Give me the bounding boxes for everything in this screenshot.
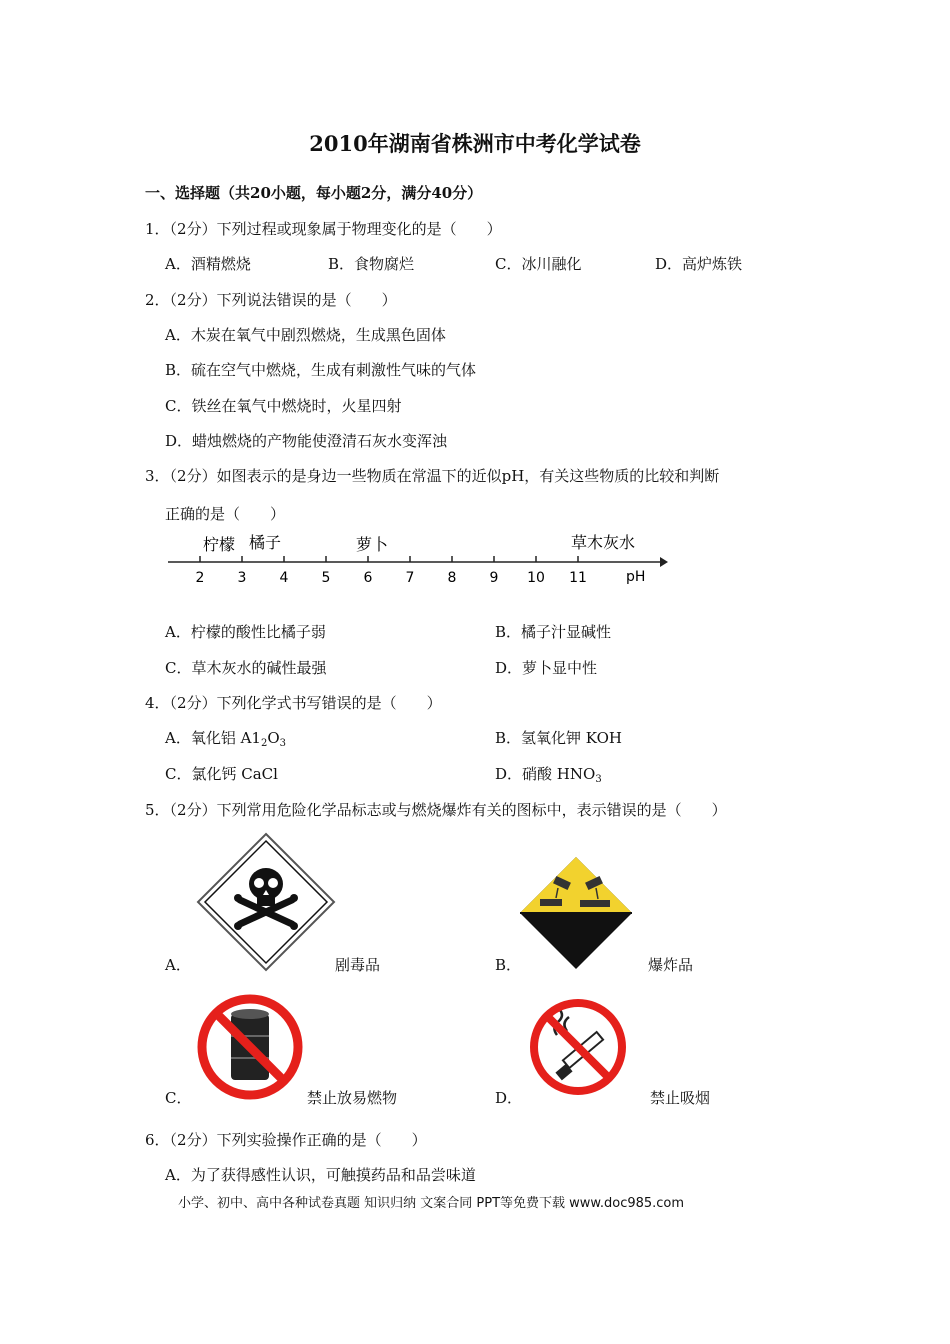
label-orange: 橘子 xyxy=(249,533,282,552)
corrosive-triangle-icon xyxy=(518,855,634,971)
q1-option-b: B．食物腐烂 xyxy=(328,255,415,273)
toxic-diamond-icon xyxy=(196,832,336,972)
ph-tick-label: 11 xyxy=(569,570,587,586)
ph-unit-label: pH xyxy=(626,569,646,585)
no-smoking-icon xyxy=(523,997,633,1097)
ph-tick-label: 9 xyxy=(489,570,499,586)
q2-option-d: D．蜡烛燃烧的产物能使澄清石灰水变浑浊 xyxy=(165,432,448,450)
footer-text: 小学、初中、高中各种试卷真题 知识归纳 文案合同 PPT等免费下载 www.doc985.com xyxy=(178,1196,685,1211)
q1-option-a: A．酒精燃烧 xyxy=(165,255,251,273)
q2-option-b: B．硫在空气中燃烧，生成有刺激性气味的气体 xyxy=(165,361,477,379)
label-radish: 萝卜 xyxy=(356,535,389,554)
q1-option-c: C．冰川融化 xyxy=(495,255,582,273)
q3-option-b: B．橘子汁显碱性 xyxy=(495,623,612,641)
page-title: 2010年湖南省株洲市中考化学试卷 xyxy=(309,131,641,156)
ph-tick-label: 3 xyxy=(237,570,247,586)
q4-option-a: A．氧化铝 $A1_2O_3$ xyxy=(165,729,287,749)
question-3-stem: 3．（2分）如图表示的是身边一些物质在常温下的近似pH，有关这些物质的比较和判断 xyxy=(145,467,720,485)
q5-option-d-caption: 禁止吸烟 xyxy=(650,1089,711,1107)
q3-option-c: C．草木灰水的碱性最强 xyxy=(165,659,327,677)
label-lemon: 柠檬 xyxy=(203,535,236,554)
q1-option-d: D．高炉炼铁 xyxy=(655,255,743,273)
q5-option-b-caption: 爆炸品 xyxy=(648,956,694,974)
ph-axis-arrow xyxy=(660,557,668,567)
q5-option-a-caption: 剧毒品 xyxy=(335,956,381,974)
question-2-stem: 2．（2分）下列说法错误的是（ ） xyxy=(145,291,397,309)
ph-tick-label: 7 xyxy=(405,570,415,586)
q2-option-a: A．木炭在氧气中剧烈燃烧，生成黑色固体 xyxy=(165,326,446,344)
q3-option-d: D．萝卜显中性 xyxy=(495,659,598,677)
ph-tick-label: 4 xyxy=(279,570,289,586)
no-flammables-icon xyxy=(193,992,307,1102)
q4-option-d: D．硝酸 $HNO_3$ xyxy=(495,765,602,785)
q5-option-c-caption: 禁止放易燃物 xyxy=(307,1089,398,1107)
question-3-stem-continued: 正确的是（ ） xyxy=(165,505,286,523)
q3-option-a: A．柠檬的酸性比橘子弱 xyxy=(165,623,326,641)
ph-tick-label: 5 xyxy=(321,570,331,586)
q5-option-a-letter: A． xyxy=(165,956,191,974)
ph-tick-label: 2 xyxy=(195,570,205,586)
q4-option-c: C．氯化钙 CaCl xyxy=(165,765,278,783)
q5-option-d-letter: D． xyxy=(495,1089,523,1107)
q5-option-b-letter: B． xyxy=(495,956,522,974)
ph-tick-label: 8 xyxy=(447,570,457,586)
question-1-stem: 1．（2分）下列过程或现象属于物理变化的是（ ） xyxy=(145,220,502,238)
question-6-stem: 6．（2分）下列实验操作正确的是（ ） xyxy=(145,1131,427,1149)
ph-tick-label: 10 xyxy=(527,570,545,586)
label-plant-ash-water: 草木灰水 xyxy=(571,533,636,552)
question-4-stem: 4．（2分）下列化学式书写错误的是（ ） xyxy=(145,694,442,712)
q5-option-c-letter: C． xyxy=(165,1089,192,1107)
q4-option-b: B．氢氧化钾 KOH xyxy=(495,729,622,747)
section-heading: 一、选择题（共20小题，每小题2分，满分40分） xyxy=(145,184,483,202)
q2-option-c: C．铁丝在氧气中燃烧时，火星四射 xyxy=(165,397,402,415)
ph-tick-label: 6 xyxy=(363,570,373,586)
ph-scale-diagram xyxy=(160,528,680,592)
q6-option-a: A．为了获得感性认识，可触摸药品和品尝味道 xyxy=(165,1166,476,1184)
question-5-stem: 5．（2分）下列常用危险化学品标志或与燃烧爆炸有关的图标中，表示错误的是（ ） xyxy=(145,801,727,819)
